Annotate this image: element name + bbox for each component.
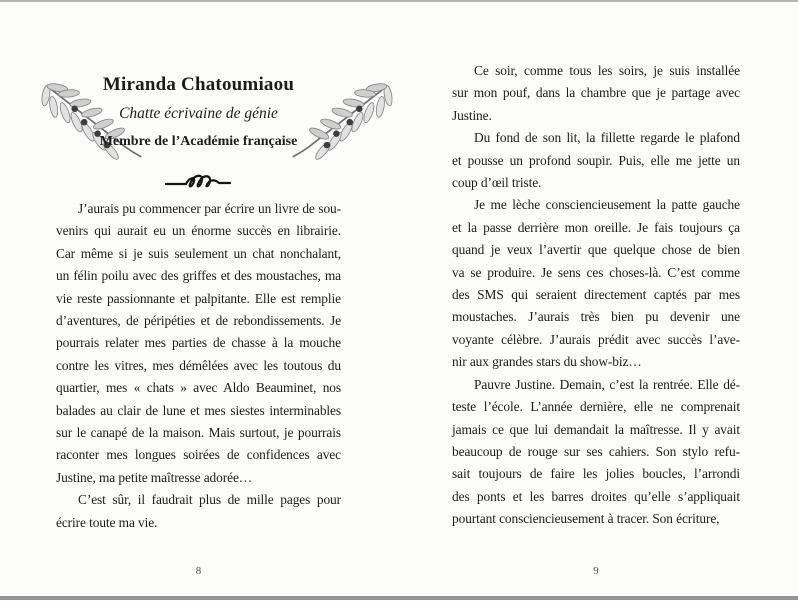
text-line: moustaches. J’aurais très bien pu devenir une bbox=[452, 309, 740, 325]
author-subtitle: Chatte écrivaine de génie bbox=[119, 105, 278, 122]
text-line: Pauvre Justine. Demain, c’est la rentrée. Elle dé- bbox=[474, 376, 740, 392]
text-line: sur mon pouf, dans la chambre que je partage avec bbox=[452, 85, 740, 101]
author-header bbox=[56, 74, 341, 150]
text-line: sait toujours de faire les jolies boucles, l’arrondi bbox=[452, 466, 740, 482]
section-divider-icon bbox=[165, 174, 231, 192]
text-line: contre les vitres, mes démêlées avec les toutous du bbox=[56, 357, 341, 373]
text-line: Du fond de son lit, la fillette regarde le plafond bbox=[474, 130, 740, 146]
text-line: coup d’œil triste. bbox=[452, 175, 542, 191]
text-line: J’aurais pu commencer par écrire un livre de sou- bbox=[78, 201, 341, 216]
text-line: C’est sûr, il faudrait plus de mille pages pour bbox=[78, 492, 341, 508]
text-line: vie reste passionnante et palpitante. Elle est remplie bbox=[56, 290, 341, 306]
text-line: raconter mes longues soirées de confidences avec bbox=[56, 447, 341, 463]
author-title: Miranda Chatoumiaou bbox=[102, 74, 295, 95]
text-line: un félin poilu avec des griffes et des moustaches, ma bbox=[56, 268, 341, 284]
text-line: venirs qui aurait eu un énorme succès en librairie. bbox=[56, 223, 341, 239]
text-line: Justine, ma petite maîtresse adorée… bbox=[56, 469, 253, 485]
text-line: beaucoup de rouge sur ses cahiers. Son stylo refu- bbox=[452, 443, 740, 459]
page-number-right: 9 bbox=[593, 565, 599, 577]
page-number-left: 8 bbox=[195, 565, 202, 577]
text-line: Ce soir, comme tous les soirs, je suis installée bbox=[474, 63, 740, 78]
left-page-body bbox=[56, 198, 341, 534]
right-page-body bbox=[452, 60, 740, 531]
text-line: et la passe derrière mon oreille. Je fais toujours ça bbox=[452, 219, 740, 235]
text-line: des SMS qui seraient directement captés par mes bbox=[452, 287, 740, 303]
author-affiliation: Membre de l’Académie française bbox=[99, 134, 298, 149]
text-line: va se produire. Je sens ces choses-là. C’est comme bbox=[452, 264, 740, 280]
text-line: Justine. bbox=[452, 107, 492, 123]
text-line: quartier, mes « chats » avec Aldo Beauminet, nos bbox=[56, 380, 341, 396]
top-frame-line bbox=[0, 0, 798, 2]
bottom-frame-line bbox=[0, 596, 798, 600]
text-line: d’aventures, de péripéties et de rebondissements. Je bbox=[56, 313, 341, 329]
text-line: nir aux grandes stars du show-biz… bbox=[452, 354, 642, 370]
text-line: teste l’école. L’année dernière, elle ne comprenait bbox=[452, 399, 740, 415]
text-line: pourtant consciencieusement à tracer. Son écriture, bbox=[452, 511, 720, 527]
text-line: et pousse un profond soupir. Puis, elle me jette un bbox=[452, 152, 740, 168]
text-line: voyante célèbre. J’aurais prédit avec succès l’ave- bbox=[452, 331, 740, 347]
text-line: Car même si je suis seulement un chat nonchalant, bbox=[56, 245, 341, 261]
text-line: des ponts et les barres droites qu’elle s’appliquait bbox=[452, 488, 740, 504]
text-line: pourrais relater mes parties de chasse à la mouche bbox=[56, 335, 341, 351]
text-line: Je me lèche consciencieusement la patte gauche bbox=[474, 197, 740, 213]
text-line: jamais ce que lui demandait la maîtresse. Il y avait bbox=[452, 421, 740, 437]
text-line: écrire toute ma vie. bbox=[56, 514, 158, 530]
text-line: quand je veux l’avertir que quelque chose de bien bbox=[452, 242, 740, 258]
text-line: sur le canapé de la maison. Mais surtout, je pourrais bbox=[56, 425, 341, 441]
text-line: balades au clair de lune et mes siestes interminables bbox=[56, 402, 341, 418]
